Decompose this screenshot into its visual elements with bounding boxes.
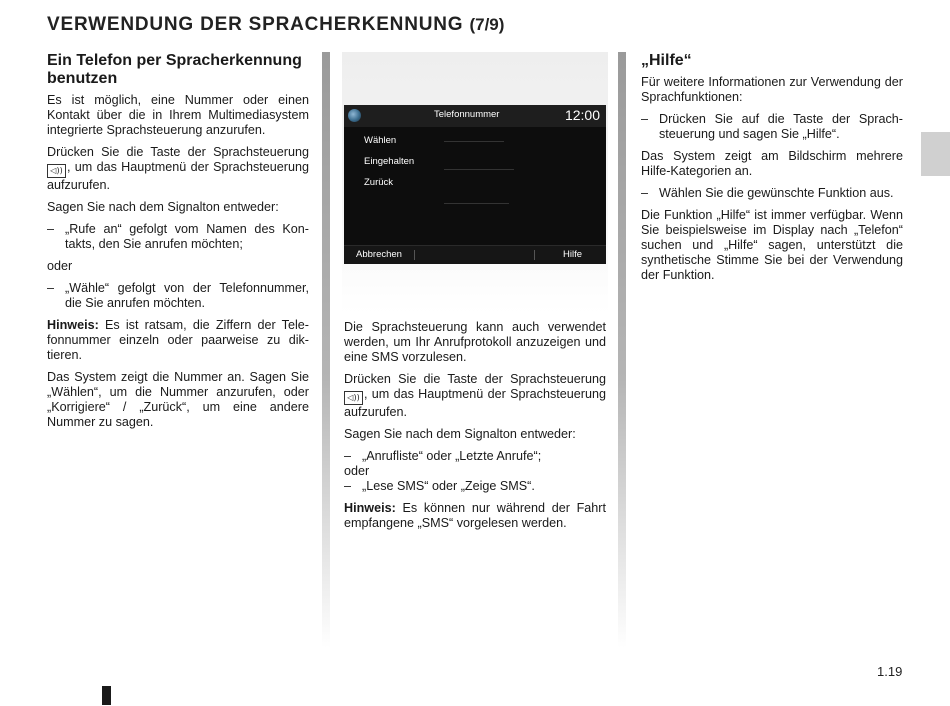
left-column xyxy=(47,52,309,437)
middle-bullet-2-text: „Lese SMS“ oder „Zeige SMS“. xyxy=(362,479,535,493)
screen-bottom-bar xyxy=(344,245,606,264)
screen-help-button[interactable]: Hilfe xyxy=(562,249,582,260)
middle-column xyxy=(344,320,606,538)
middle-bullet-1: – „Anrufliste“ oder „Letzte Anrufe“; xyxy=(344,449,542,463)
screen-menu-item-eingehalten[interactable]: Eingehalten xyxy=(364,156,415,167)
screen-bar-divider xyxy=(534,250,535,260)
middle-note-text: Es können nur während der Fahrt empfangene „SMS“ vorgelesen werden. xyxy=(344,501,606,530)
left-bullet-2: – „Wähle“ gefolgt von der Telefonnummer, die Sie anrufen möchten. xyxy=(47,281,309,310)
left-note xyxy=(47,318,309,363)
left-para-1: Es ist möglich, eine Nummer oder einen Kontakt über die in Ihrem Multimediasystem integrierte Sprachsteuerung anzurufen. xyxy=(47,93,309,137)
right-bullet-2-text: Wählen Sie die gewünschte Funktion aus. xyxy=(659,186,894,200)
middle-para-2-text: Drücken Sie die Taste der Sprachsteuerung xyxy=(344,372,606,386)
voice-control-key-icon: ◁)) xyxy=(47,164,66,178)
left-note-label: Hinweis: xyxy=(47,318,99,332)
left-para-3: Sagen Sie nach dem Signalton entweder: xyxy=(47,200,279,214)
screen-bar-divider xyxy=(414,250,415,260)
multimedia-logo-icon xyxy=(348,109,361,122)
screen-menu-item-zurueck[interactable]: Zurück xyxy=(364,177,394,188)
left-para-4: Das System zeigt die Nummer an. Sagen Sie „Wählen“, um die Nummer anzurufen, oder „Korrigiere“ / „Zurück“, um eine andere Nummer zu sagen. xyxy=(47,370,309,429)
middle-note xyxy=(344,501,606,531)
left-para-2 xyxy=(47,145,309,193)
left-note-text: Es ist ratsam, die Ziffern der Telefonnummer einzeln oder paarweise zu diktieren. xyxy=(47,318,309,362)
screen-menu-item-waehlen[interactable]: Wählen xyxy=(364,135,397,146)
middle-bullet-2: – „Lese SMS“ oder „Zeige SMS“. xyxy=(344,479,535,493)
column-divider-right xyxy=(618,52,626,648)
left-or: oder xyxy=(47,259,73,273)
multimedia-screen xyxy=(344,105,606,264)
middle-bullet-1-text: „Anrufliste“ oder „Letzte Anrufe“; xyxy=(362,449,542,463)
screen-title: Telefonnummer xyxy=(434,109,500,120)
right-bullet-2: – Wählen Sie die gewünschte Funktion aus. xyxy=(641,186,894,200)
right-bullet-1: – Drücken Sie auf die Taste der Sprachsteuerung und sagen Sie „Hilfe“. xyxy=(641,112,903,141)
screen-ghost-line xyxy=(444,141,504,142)
left-bullet-1: – „Rufe an“ gefolgt vom Namen des Kontakts, den Sie anrufen möchten; xyxy=(47,222,309,251)
middle-or: oder xyxy=(344,464,370,478)
middle-para-2-text-after: , um das Hauptmenü der Sprachsteuerung aufzurufen. xyxy=(344,387,606,419)
left-bullet-1-text: „Rufe an“ gefolgt vom Namen des Kontakts, den Sie anrufen möchten; xyxy=(65,222,309,251)
print-mark xyxy=(102,686,111,705)
right-bullet-1-text: Drücken Sie auf die Taste der Sprachsteuerung und sagen Sie „Hilfe“. xyxy=(659,112,903,141)
screen-cancel-button[interactable]: Abbrechen xyxy=(356,249,402,260)
left-bullet-2-text: „Wähle“ gefolgt von der Telefonnummer, die Sie anrufen möchten. xyxy=(65,281,309,310)
page-number: 1.19 xyxy=(877,664,903,679)
voice-control-key-icon: ◁)) xyxy=(344,391,363,405)
middle-note-label: Hinweis: xyxy=(344,501,396,515)
left-heading: Ein Telefon per Spracherkennung benutzen xyxy=(47,52,302,87)
right-para-3: Die Funktion „Hilfe“ ist immer verfügbar. Wenn Sie beispielsweise im Display nach „Telefon“ suchen und „Hilfe“ sagen, unterstützt die synthetische Stimme Sie bei der Verwendung der Funktion. xyxy=(641,208,903,282)
right-heading: „Hilfe“ xyxy=(641,52,692,69)
middle-para-2 xyxy=(344,372,606,420)
screen-figure xyxy=(342,52,608,314)
left-para-2-text: Drücken Sie die Taste der Sprachsteuerung xyxy=(47,145,309,159)
page-title xyxy=(47,14,504,36)
left-para-2-text-after: , um das Hauptmenü der Sprachsteuerung aufzurufen. xyxy=(47,160,309,192)
screen-ghost-line xyxy=(444,169,514,170)
page-part: (7/9) xyxy=(469,15,505,34)
screen-ghost-line xyxy=(444,203,509,204)
page-title-text: VERWENDUNG DER SPRACHERKENNUNG xyxy=(47,14,464,35)
right-para-2: Das System zeigt am Bildschirm mehrere Hilfe-Kategorien an. xyxy=(641,149,903,178)
middle-para-1: Die Sprachsteuerung kann auch verwendet werden, um Ihr Anrufprotokoll anzuzeigen und eine SMS vorzulesen. xyxy=(344,320,606,364)
right-para-1: Für weitere Informationen zur Verwendung der Sprachfunktionen: xyxy=(641,75,903,104)
middle-para-3: Sagen Sie nach dem Signalton entweder: xyxy=(344,427,576,441)
chapter-tab xyxy=(921,132,950,176)
right-column xyxy=(641,52,903,290)
column-divider-left xyxy=(322,52,330,648)
screen-clock: 12:00 xyxy=(564,107,600,123)
